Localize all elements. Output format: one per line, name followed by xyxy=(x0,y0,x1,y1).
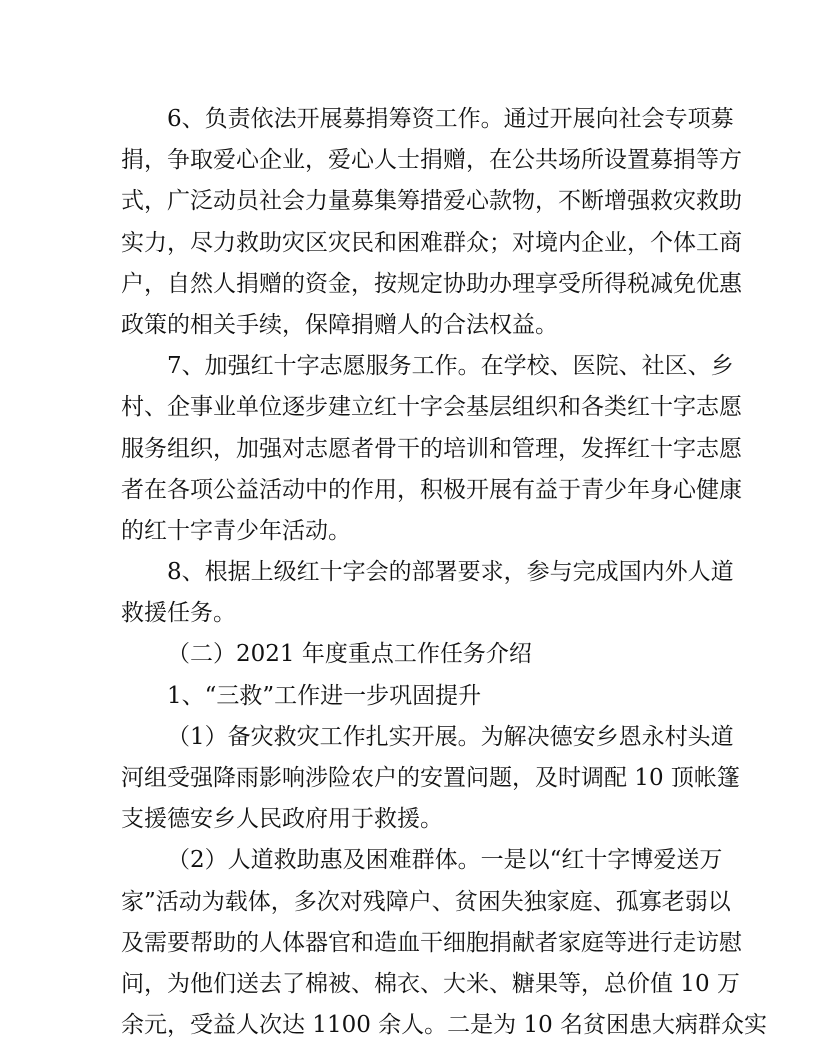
text-line: 7、加强红十字志愿服务工作。在学校、医院、社区、乡 xyxy=(167,353,734,380)
text-line: （2）人道救助惠及困难群体。一是以“红十字博爱送万 xyxy=(167,847,723,874)
text-line: 户，自然人捐赠的资金，按规定协助办理享受所得税减免优惠 xyxy=(121,270,742,297)
text-line: 8、根据上级红十字会的部署要求，参与完成国内外人道 xyxy=(167,559,734,586)
text-line: 者在各项公益活动中的作用，积极开展有益于青少年身心健康 xyxy=(121,476,742,503)
text-line: 河组受强降雨影响涉险农户的安置问题，及时调配 10 顶帐篷 xyxy=(121,765,740,791)
text-line: 6、负责依法开展募捐筹资工作。通过开展向社会专项募 xyxy=(167,106,734,132)
text-line: 村、企事业单位逐步建立红十字会基层组织和各类红十字志愿 xyxy=(121,394,742,421)
text-line: 救援任务。 xyxy=(121,600,236,627)
text-line: 服务组织，加强对志愿者骨干的培训和管理，发挥红十字志愿 xyxy=(121,435,742,462)
text-line: 政策的相关手续，保障捐赠人的合法权益。 xyxy=(121,311,558,338)
text-line: 式，广泛动员社会力量募集筹措爱心款物，不断增强救灾救助 xyxy=(121,188,742,215)
text-line: 家”活动为载体，多次对残障户、贫困失独家庭、孤寡老弱以 xyxy=(121,888,731,915)
text-line: 余元，受益人次达 1100 余人。二是为 10 名贫困患大病群众实 xyxy=(121,1012,768,1039)
text-line: 捐，争取爱心企业，爱心人士捐赠，在公共场所设置募捐等方 xyxy=(121,147,742,174)
text-line: 支援德安乡人民政府用于救援。 xyxy=(121,806,443,833)
text-line: 的红十字青少年活动。 xyxy=(121,517,351,544)
text-line: 实力，尽力救助灾区灾民和困难群众；对境内企业，个体工商 xyxy=(121,229,742,256)
text-line: 1、“三救”工作进一步巩固提升 xyxy=(167,682,482,709)
text-line: 问，为他们送去了棉被、棉衣、大米、糖果等，总价值 10 万 xyxy=(121,970,740,997)
body-text xyxy=(121,99,768,1046)
text-line: （二）2021 年度重点工作任务介绍 xyxy=(167,641,532,668)
text-line: （1）备灾救灾工作扎实开展。为解决德安乡恩永村头道 xyxy=(167,723,734,750)
text-line: 及需要帮助的人体器官和造血干细胞捐献者家庭等进行走访慰 xyxy=(121,929,742,956)
